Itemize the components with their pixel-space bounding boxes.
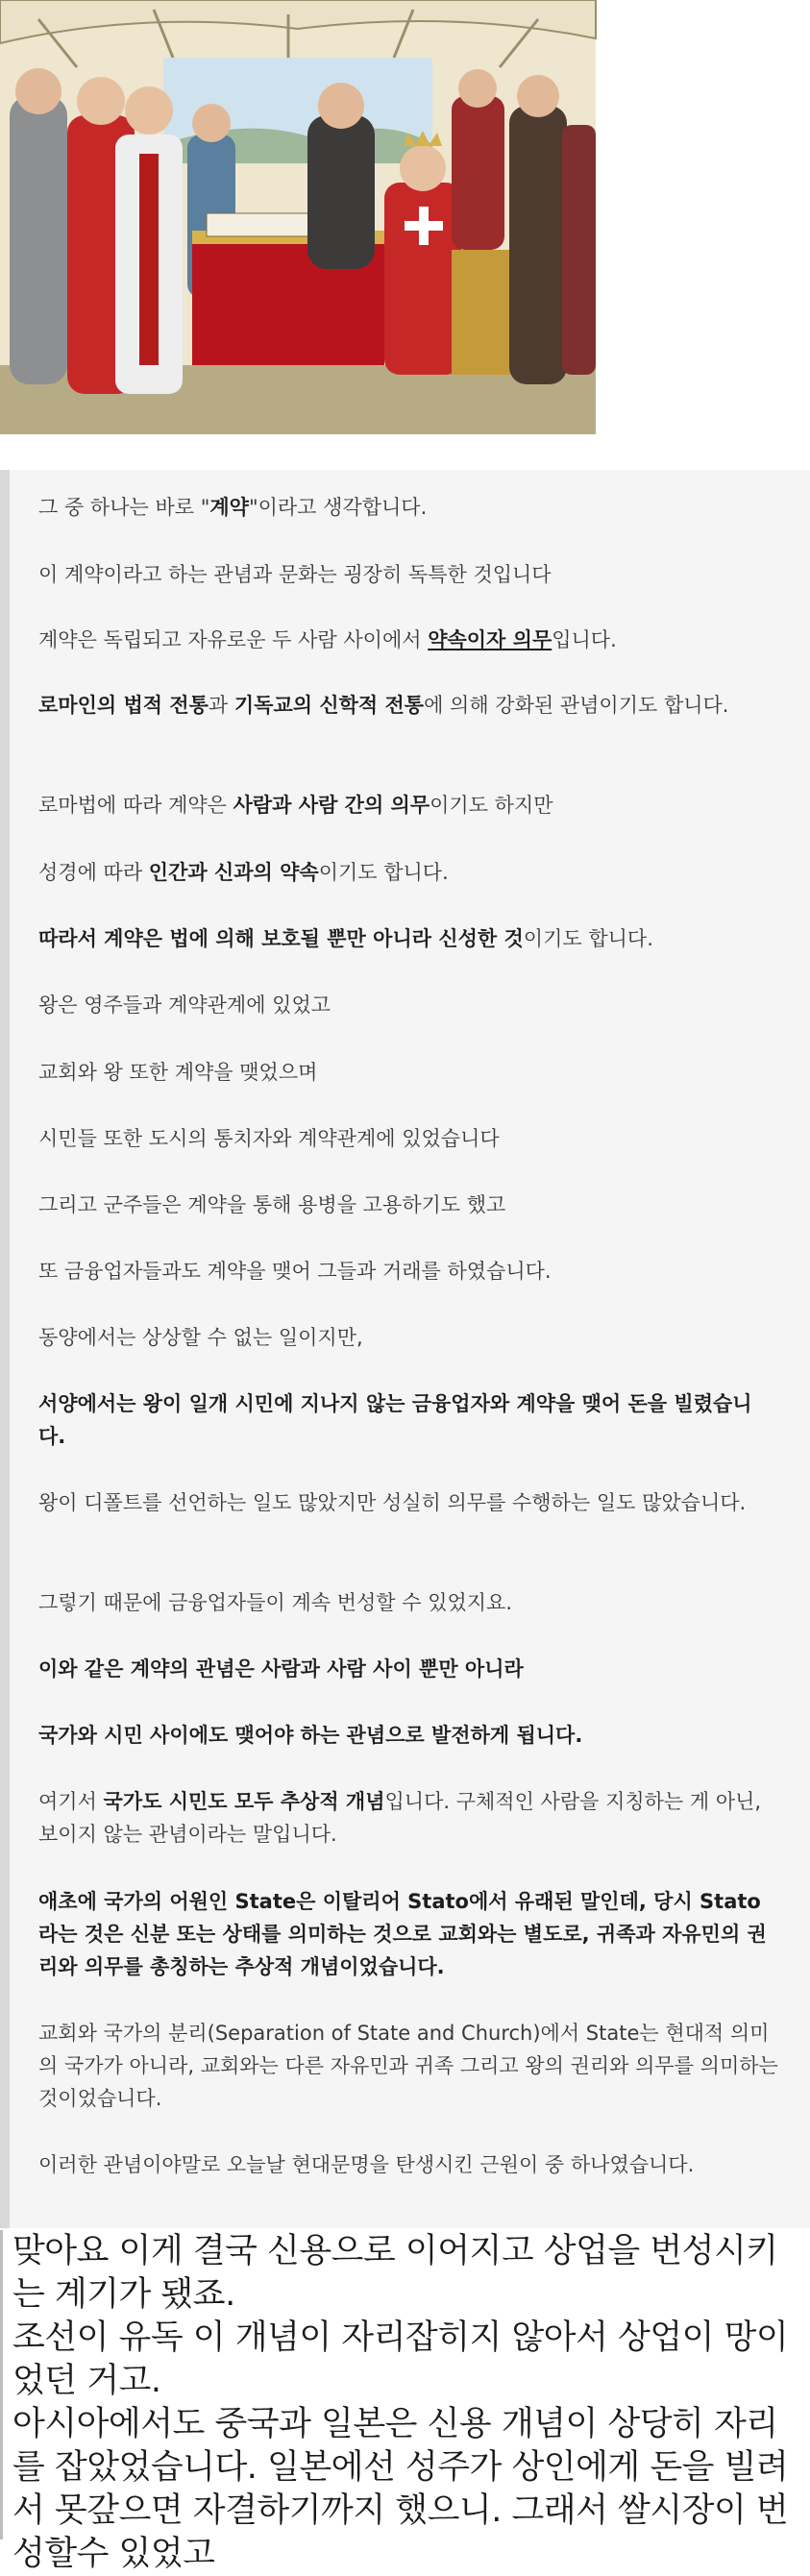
bold-text: 기독교의 신학적 전통: [233, 694, 425, 717]
bold-text: 국가와 시민 사이에도 맺어야 하는 관념으로 발전하게 됩니다.: [38, 1724, 583, 1747]
article-paragraph: [38, 1387, 778, 1453]
bold-text: 애초에 국가의 어원인 State은 이탈리어 Stato에서 유래된 말인데, 당시 Stato라는 것은 신분 또는 상태를 의미하는 것으로 교회와는 별도로, 귀족과 자유민의 권리와 의무를 총칭하는 추상적 개념이었습니다.: [38, 1890, 767, 1978]
article-paragraph: 이러한 관념이야말로 오늘날 현대문명을 탄생시킨 근원이 중 하나였습니다.: [38, 2153, 695, 2176]
article-paragraph: [38, 1885, 778, 1983]
article-paragraph: 교회와 국가의 분리(Separation of State and Church)에서 State는 현대적 의미의 국가가 아니라, 교회와는 다른 자유민과 귀족 그리고 왕의 권리와 의무를 의미하는 것이었습니다.: [38, 2022, 778, 2110]
article-paragraph: 또 금융업자들과도 계약을 맺어 그들과 거래를 하였습니다.: [38, 1260, 552, 1283]
article-paragraph: 왕이 디폴트를 선언하는 일도 많았지만 성실히 의무를 수행하는 일도 많았습니다.: [38, 1491, 747, 1514]
article-quote-block: [0, 470, 810, 2228]
article-paragraph: 시민들 또한 도시의 통치자와 계약관계에 있었습니다: [38, 1127, 500, 1150]
article-paragraph: 계약은 독립되고 자유로운 두 사람 사이에서 약속이자 의무입니다.: [38, 628, 617, 651]
bold-text: 따라서: [38, 927, 105, 950]
article-paragraph: 교회와 왕 또한 계약을 맺었으며: [38, 1061, 318, 1084]
article-paragraph: 그 중 하나는 바로 "계약"이라고 생각합니다.: [38, 496, 428, 519]
bold-text: 사람과 사람 간의 의무: [233, 794, 430, 817]
article-paragraph: 그렇기 때문에 금융업자들이 계속 번성할 수 있었지요.: [38, 1591, 513, 1614]
comment-line: 맞아요 이게 결국 신용으로 이어지고 상업을 번성시키는 계기가 됐죠.: [12, 2232, 778, 2314]
article-paragraph: 여기서 국가도 시민도 모두 추상적 개념입니다. 구체적인 사람을 지칭하는 게 아닌, 보이지 않는 관념이라는 말입니다.: [38, 1790, 762, 1846]
article-paragraph: 동양에서는 상상할 수 없는 일이지만,: [38, 1326, 363, 1349]
bold-text: 서양에서는 왕이 일개 시민에 지나지 않는 금융업자와 계약을 맺어 돈을 빌렸습니다.: [38, 1392, 752, 1448]
comment-reply: [0, 2230, 810, 2573]
bold-text: 인간과 신과의 약속: [148, 861, 319, 884]
article-paragraph: [38, 1653, 778, 1685]
bold-underlined-text: 약속이자 의무: [428, 628, 552, 651]
bold-text: 계약: [209, 496, 249, 519]
bold-text: 로마인의 법적 전통: [38, 694, 209, 717]
article-paragraph: 왕은 영주들과 계약관계에 있었고: [38, 994, 331, 1017]
article-paragraph: 이 계약이라고 하는 관념과 문화는 굉장히 독특한 것입니다: [38, 563, 552, 586]
article-paragraph: 로마인의 법적 전통과 기독교의 신학적 전통에 의해 강화된 관념이기도 합니다.: [38, 694, 729, 717]
comment-line: 아시아에서도 중국과 일본은 신용 개념이 상당히 자리를 잡았었습니다. 일본에선 성주가 상인에게 돈을 빌려서 못갚으면 자결하기까지 했으니. 그래서 쌀시장이 번성할수 있었고: [12, 2405, 789, 2573]
magna-carta-signing-illustration-icon: [0, 0, 596, 434]
magna-carta-illustration: [0, 0, 596, 434]
bold-text: 계약은 법에 의해 보호될 뿐만 아니라 신성한 것: [104, 927, 524, 950]
article-paragraph: 그리고 군주들은 계약을 통해 용병을 고용하기도 했고: [38, 1193, 506, 1216]
bold-text: 국가도 시민도 모두 추상적 개념: [103, 1790, 385, 1813]
bold-text: 이와 같은 계약의 관념은 사람과 사람 사이 뿐만 아니라: [38, 1657, 524, 1681]
article-paragraph: 로마법에 따라 계약은 사람과 사람 간의 의무이기도 하지만: [38, 794, 553, 817]
comment-line: 조선이 유독 이 개념이 자리잡히지 않아서 상업이 망이었던 거고.: [12, 2318, 789, 2400]
article-paragraph: 따라서 계약은 법에 의해 보호될 뿐만 아니라 신성한 것이기도 합니다.: [38, 927, 653, 950]
article-paragraph: [38, 1719, 778, 1752]
article-paragraph: 성경에 따라 인간과 신과의 약속이기도 합니다.: [38, 861, 449, 884]
